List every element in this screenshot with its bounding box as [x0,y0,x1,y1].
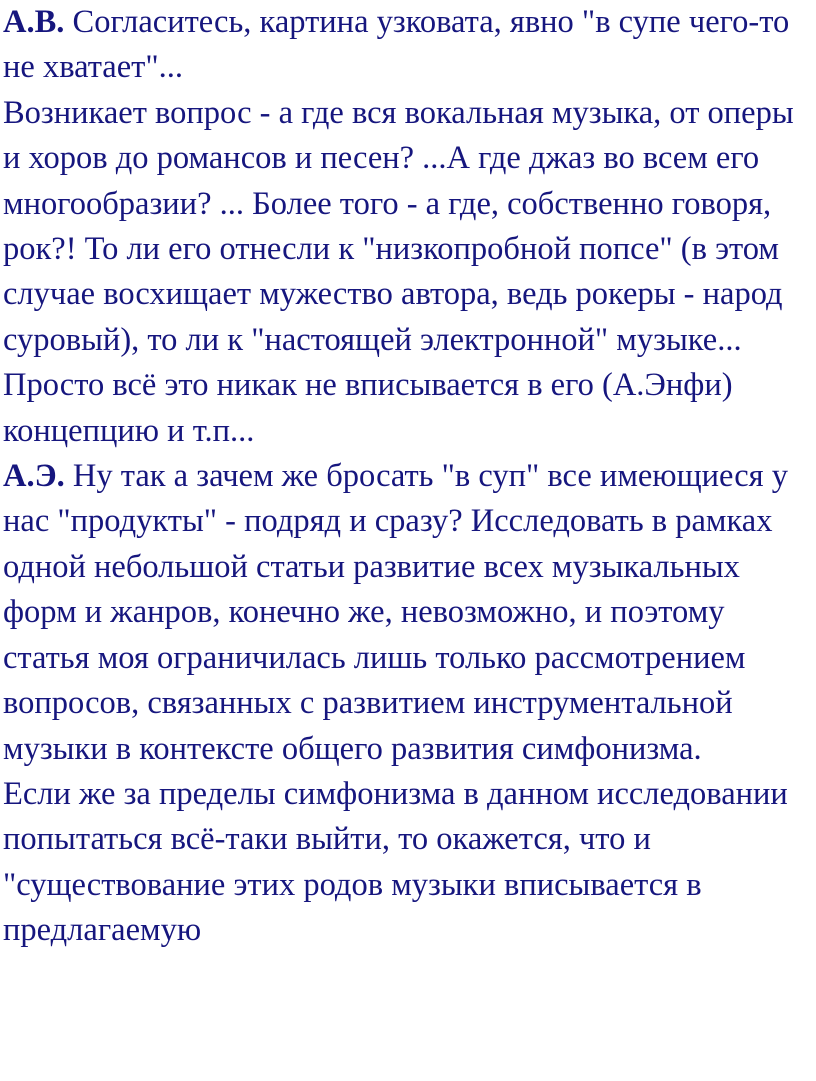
paragraph-text: Согласитесь, картина узковата, явно "в супе чего-то не хватает"... [3,4,790,86]
paragraph-ae-continuation [3,772,812,954]
paragraph-av-remark [3,0,812,91]
speaker-label: А.В. [3,4,65,40]
paragraph-text: Ну так а зачем же бросать "в суп" все имеющиеся у нас "продукты" - подряд и сразу? Исследовать в рамках одной небольшой статьи развитие всех музыкальных форм и жанров, конечно же, невозможно, и поэтому статья моя ограничилась лишь только рассмотрением вопросов, связанных с развитием инструментальной музыки в контексте общего развития симфонизма. [3,458,788,767]
paragraph-text: Если же за пределы симфонизма в данном исследовании попытаться всё-таки выйти, то окажется, что и "существование этих родов музыки вписывается в предлагаемую [3,775,788,949]
document-body [3,0,812,954]
paragraph-av-question [3,91,812,454]
paragraph-ae-answer [3,454,812,772]
speaker-label: А.Э. [3,458,65,495]
paragraph-text: Возникает вопрос - а где вся вокальная музыка, от оперы и хоров до романсов и песен? ...А где джаз во всем его многообразии? ... Более того - а где, собственно говоря, рок?! То ли его отнесли к "низкопробной попсе" (в этом случае восхищает мужество автора, ведь рокеры - народ суровый), то ли к "настоящей электронной" музыке... Просто всё это никак не вписывается в его (А.Энфи) концепцию и т.п... [3,94,794,449]
